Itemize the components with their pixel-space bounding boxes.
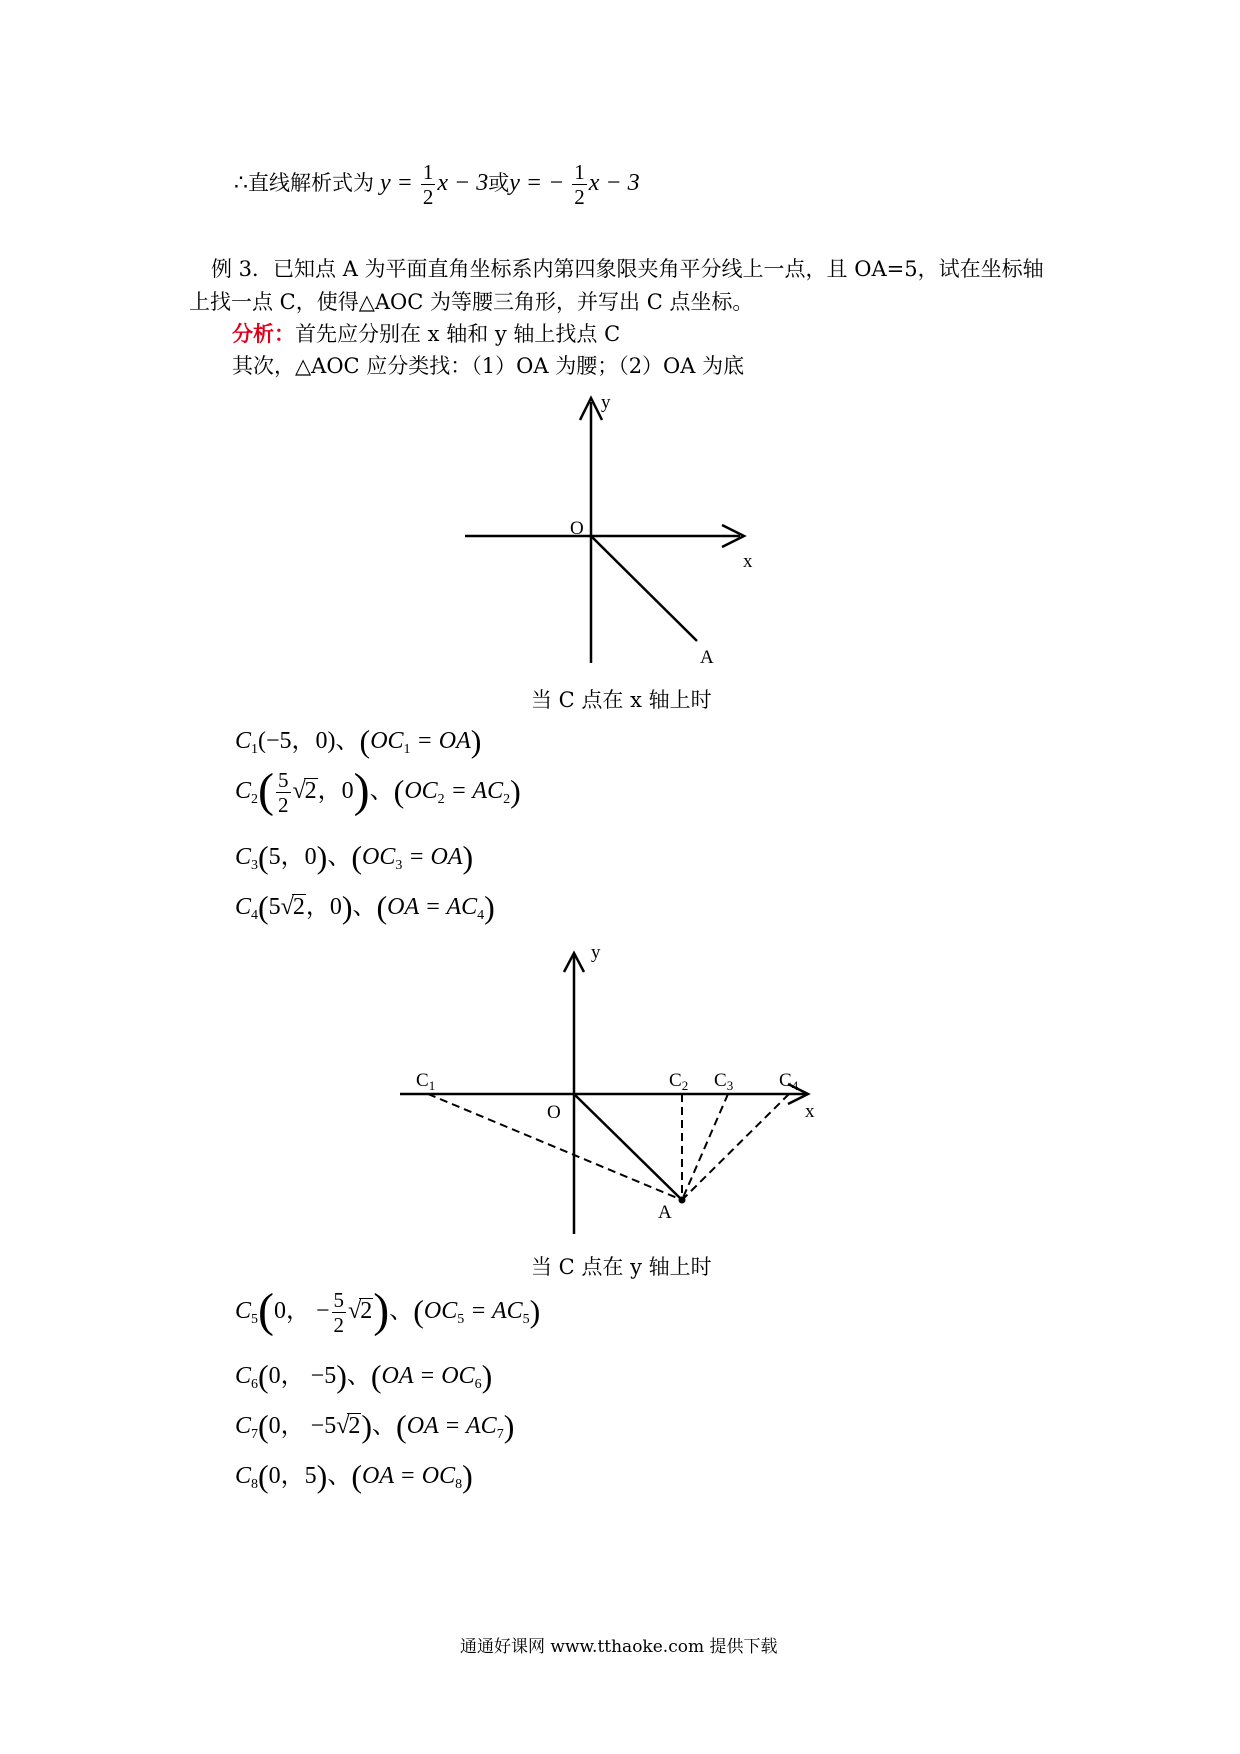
caption-x-axis: 当 C 点在 x 轴上时 <box>531 688 712 712</box>
problem-line-2: 上找一点 C，使得△AOC 为等腰三角形，并写出 C 点坐标。 <box>189 290 754 314</box>
c2-denominator: 2 <box>278 792 289 817</box>
c8-coords: 0，5 <box>268 1463 317 1489</box>
c2-numerator: 5 <box>278 767 289 792</box>
analysis-label: 分析： <box>232 321 295 346</box>
fig2-point-a <box>679 1197 686 1204</box>
c1-name: C <box>235 728 252 754</box>
fig2-c3-sub: 3 <box>726 1078 734 1093</box>
c5-head: 0， − <box>274 1298 330 1324</box>
c6-rel-a-sub: 6 <box>474 1377 482 1392</box>
fig1-y-label: y <box>601 392 611 413</box>
c5-sep: 、 <box>389 1298 414 1324</box>
c3-rel-b: = OA <box>402 844 463 870</box>
conclusion-lead: 直线解析式为 <box>248 171 374 196</box>
eq1-lhs: y = <box>380 170 413 197</box>
eq2-numerator: 1 <box>574 160 585 184</box>
fig2-c4-label <box>779 1070 799 1093</box>
c4-coef: 5 <box>268 894 281 920</box>
c5-rel-b-sub: 5 <box>522 1312 530 1327</box>
c6-sep: 、 <box>346 1363 371 1389</box>
fig1-x-label: x <box>743 551 753 572</box>
c7-radicand: 2 <box>348 1413 361 1439</box>
eq2-lhs: y = − <box>509 170 565 197</box>
c7-head: 0， −5 <box>268 1413 337 1439</box>
c3-sub: 3 <box>251 858 259 873</box>
c8-rel-a-sub: 8 <box>455 1477 463 1492</box>
c8-rel-a: OA = OC <box>361 1463 456 1489</box>
c2-name: C <box>235 778 252 804</box>
c7-sep: 、 <box>372 1413 397 1439</box>
c4-name: C <box>235 894 252 920</box>
c1-coords: (−5，0)、 <box>258 728 360 754</box>
c2-rel-a-sub: 2 <box>437 792 445 807</box>
c2-rel-a: OC <box>404 778 438 804</box>
c7-sub: 7 <box>251 1427 259 1442</box>
c8-sub: 8 <box>251 1477 259 1492</box>
eq1-numerator: 1 <box>422 160 434 184</box>
c3-sep: 、 <box>327 844 352 870</box>
c4-sep: 、 <box>352 894 377 920</box>
fig2-dashed-ac3 <box>682 1094 728 1200</box>
c6-rel-a: OA = OC <box>381 1363 475 1389</box>
c2-radicand: 2 <box>304 778 317 804</box>
fig2-c2-label <box>669 1070 688 1093</box>
c2-sub: 2 <box>251 792 259 807</box>
fig2-x-label: x <box>805 1101 815 1122</box>
fig2-c2-sub: 2 <box>681 1078 689 1093</box>
fig2-dashed-ac4 <box>682 1094 789 1200</box>
c4-sub: 4 <box>251 908 259 923</box>
point-c8-line: $C_8(0$，5)、$(OA = OC_8)$ <box>235 1458 473 1494</box>
c7-rel-a: OA = AC <box>406 1413 497 1439</box>
point-c3-line: $C_3(5$，0)、$(OC_3 = OA)$ <box>235 839 474 875</box>
c3-coords: 5，0 <box>268 844 317 870</box>
c2-rel-b-sub: 2 <box>503 792 511 807</box>
problem-line-1: 例 3．已知点 A 为平面直角坐标系内第四象限夹角平分线上一点，且 OA=5，试在坐标轴 <box>211 257 1044 281</box>
c3-rel-a-sub: 3 <box>395 858 403 873</box>
fig2-c2-name: C <box>669 1070 682 1091</box>
c6-coords: 0， −5 <box>268 1363 337 1389</box>
eq2-denominator: 2 <box>574 185 585 209</box>
fig2-c1-name: C <box>416 1070 429 1091</box>
eq1-denominator: 2 <box>422 185 434 209</box>
c2-sep: 、 <box>369 778 394 804</box>
c5-sub: 5 <box>251 1312 259 1327</box>
c2-rel-b: = AC <box>444 778 504 804</box>
c2-tail: ，0 <box>317 778 354 804</box>
c4-rel-a: OA = AC <box>387 894 478 920</box>
point-c4-line: $C_4(5√2$，0)、$(OA = AC_4)$ <box>235 889 495 925</box>
c5-radicand: 2 <box>360 1298 373 1324</box>
analysis-text-1: 首先应分别在 x 轴和 y 轴上找点 C <box>295 322 621 346</box>
c8-sep: 、 <box>327 1463 352 1489</box>
fig1-origin-label: O <box>570 518 584 539</box>
c8-name: C <box>235 1463 252 1489</box>
fig2-c3-label <box>714 1070 733 1093</box>
c7-name: C <box>235 1413 252 1439</box>
fig2-segment-oa <box>574 1094 682 1200</box>
fig2-c4-name: C <box>779 1070 792 1091</box>
c5-rel-a-sub: 5 <box>457 1312 465 1327</box>
caption-y-axis: 当 C 点在 y 轴上时 <box>531 1255 712 1279</box>
c5-numerator: 5 <box>333 1287 345 1312</box>
c5-rel-a: OC <box>423 1298 458 1324</box>
fig2-c1-sub: 1 <box>428 1078 436 1093</box>
c6-sub: 6 <box>251 1377 259 1392</box>
fig2-point-a-label: A <box>658 1202 672 1223</box>
c1-rel-b: = OA <box>410 728 471 754</box>
point-c2-line: $C_2$( $\frac{5}{2}$ √2，0)、$(OC_2 = AC_2)$ <box>235 764 521 817</box>
therefore-symbol: ∴ <box>234 170 248 196</box>
c7-rel-a-sub: 7 <box>496 1427 504 1442</box>
c4-tail: ，0 <box>305 894 342 920</box>
eq1-rhs: x − 3 <box>437 170 489 197</box>
point-c6-line: $C_6(0$， −5)、$(OA = OC_6)$ <box>235 1358 493 1394</box>
c1-rel-a-sub: 1 <box>403 742 411 757</box>
fig2-c4-sub: 4 <box>791 1078 799 1093</box>
c4-radicand: 2 <box>292 894 305 920</box>
fig2-y-label: y <box>591 942 601 963</box>
c3-rel-a: OC <box>361 844 396 870</box>
fig2-c1-label <box>416 1070 435 1093</box>
fig2-c3-name: C <box>714 1070 727 1091</box>
eq2-rhs: x − 3 <box>588 170 640 197</box>
c3-name: C <box>235 844 252 870</box>
page-footer: 通通好课网 www.tthaoke.com 提供下载 <box>460 1637 778 1657</box>
c5-name: C <box>235 1298 252 1324</box>
fig2-origin-label: O <box>547 1102 561 1123</box>
c5-denominator: 2 <box>333 1312 345 1337</box>
c1-sub: 1 <box>251 742 259 757</box>
c5-rel-b: = AC <box>464 1298 523 1324</box>
c4-rel-a-sub: 4 <box>477 908 485 923</box>
point-c5-line: $C_5(0$， − $\frac{5}{2}$ √2)、$(OC_5 = AC_5)$ <box>235 1284 541 1337</box>
analysis-line-2: 其次，△AOC 应分类找：（1）OA 为腰；（2）OA 为底 <box>232 354 745 378</box>
point-c1-line: $C_1(-5$，0)、$(OC_1 = OA)$ <box>235 723 482 759</box>
c5-fraction <box>332 1288 347 1337</box>
point-c7-line: $C_7(0$， −5√2)、$(OA = AC_7)$ <box>235 1408 515 1444</box>
c6-name: C <box>235 1363 252 1389</box>
c1-rel-a: OC <box>370 728 404 754</box>
or-word: 或 <box>488 171 510 196</box>
fig1-point-a-label: A <box>700 647 714 668</box>
